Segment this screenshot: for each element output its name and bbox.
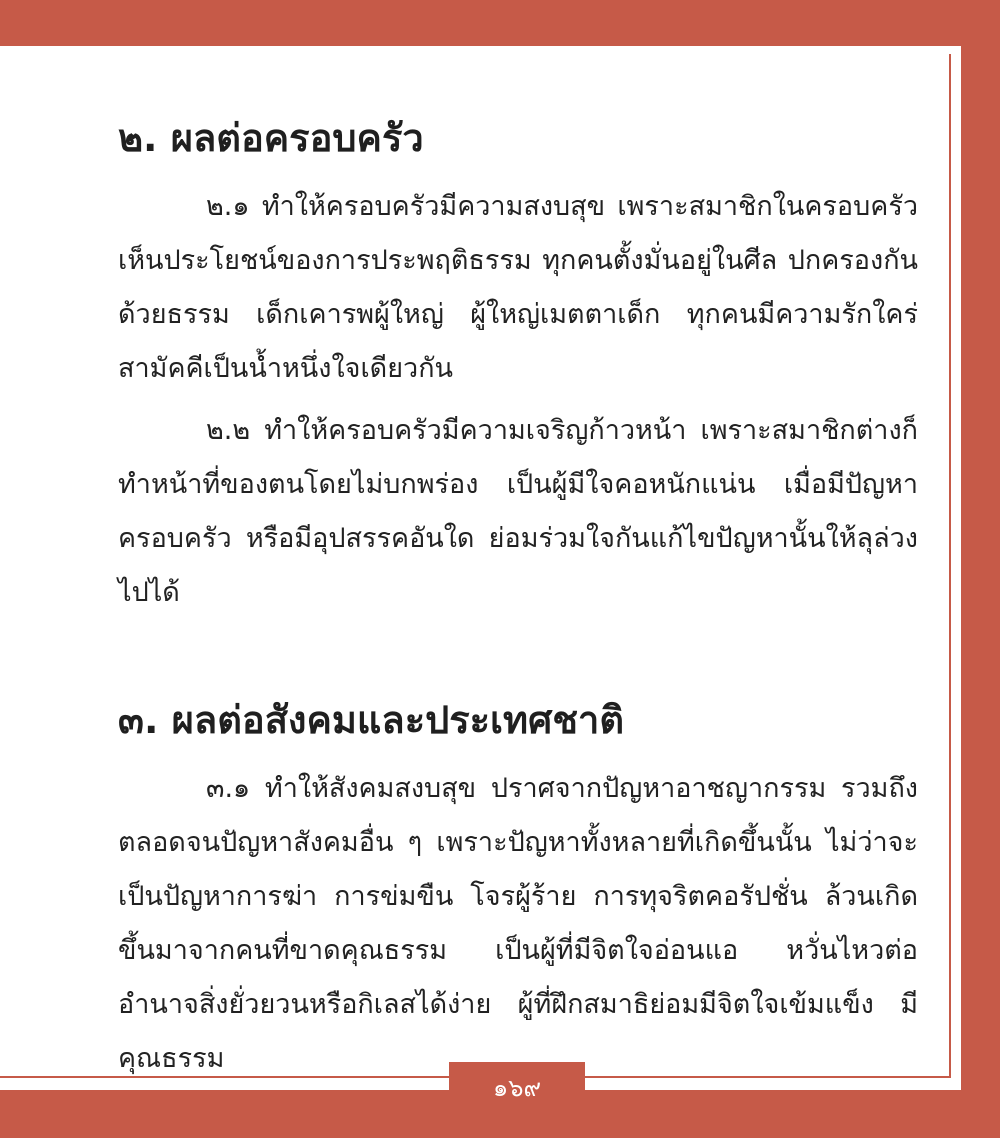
page-number: ๑๖๙ bbox=[449, 1062, 585, 1114]
paragraph-2-1 bbox=[118, 180, 918, 396]
paragraph-2-2 bbox=[118, 404, 918, 620]
paragraph-3-1 bbox=[118, 762, 918, 1086]
section-2-heading: ๒. ผลต่อครอบครัว bbox=[118, 116, 424, 160]
page-content bbox=[118, 108, 918, 1086]
section-3-heading: ๓. ผลต่อสังคมและประเทศชาติ bbox=[118, 698, 625, 742]
paragraph-3-1-text: ๓.๑ ทำให้สังคมสงบสุข ปราศจากปัญหาอาชญากรรม รวมถึงตลอดจนปัญหาสังคมอื่น ๆ เพราะปัญหาทั้งหลายที่เกิดขึ้นนั้น ไม่ว่าจะเป็นปัญหาการฆ่า การข่มขืน โจรผู้ร้าย การทุจริตคอรัปชั่น ล้วนเกิดขึ้นมาจากคนที่ขาดคุณธรรม เป็นผู้ที่มีจิตใจอ่อนแอ หวั่นไหวต่ออำนาจสิ่งยั่วยวนหรือกิเลสได้ง่าย ผู้ที่ฝึกสมาธิย่อมมีจิตใจเข้มแข็ง มีคุณธรรม bbox=[118, 773, 918, 1074]
paragraph-2-2-text: ๒.๒ ทำให้ครอบครัวมีความเจริญก้าวหน้า เพราะสมาชิกต่างก็ทำหน้าที่ของตนโดยไม่บกพร่อง เป็นผู้มีใจคอหนักแน่น เมื่อมีปัญหาครอบครัว หรือมีอุปสรรคอันใด ย่อมร่วมใจกันแก้ไขปัญหานั้นให้ลุล่วงไปได้ bbox=[118, 415, 918, 608]
paragraph-2-1-text: ๒.๑ ทำให้ครอบครัวมีความสงบสุข เพราะสมาชิกในครอบครัวเห็นประโยชน์ของการประพฤติธรรม ทุกคนตั้งมั่นอยู่ในศีล ปกครองกันด้วยธรรม เด็กเคารพผู้ใหญ่ ผู้ใหญ่เมตตาเด็ก ทุกคนมีความรักใคร่สามัคคีเป็นน้ำหนึ่งใจเดียวกัน bbox=[118, 191, 918, 384]
